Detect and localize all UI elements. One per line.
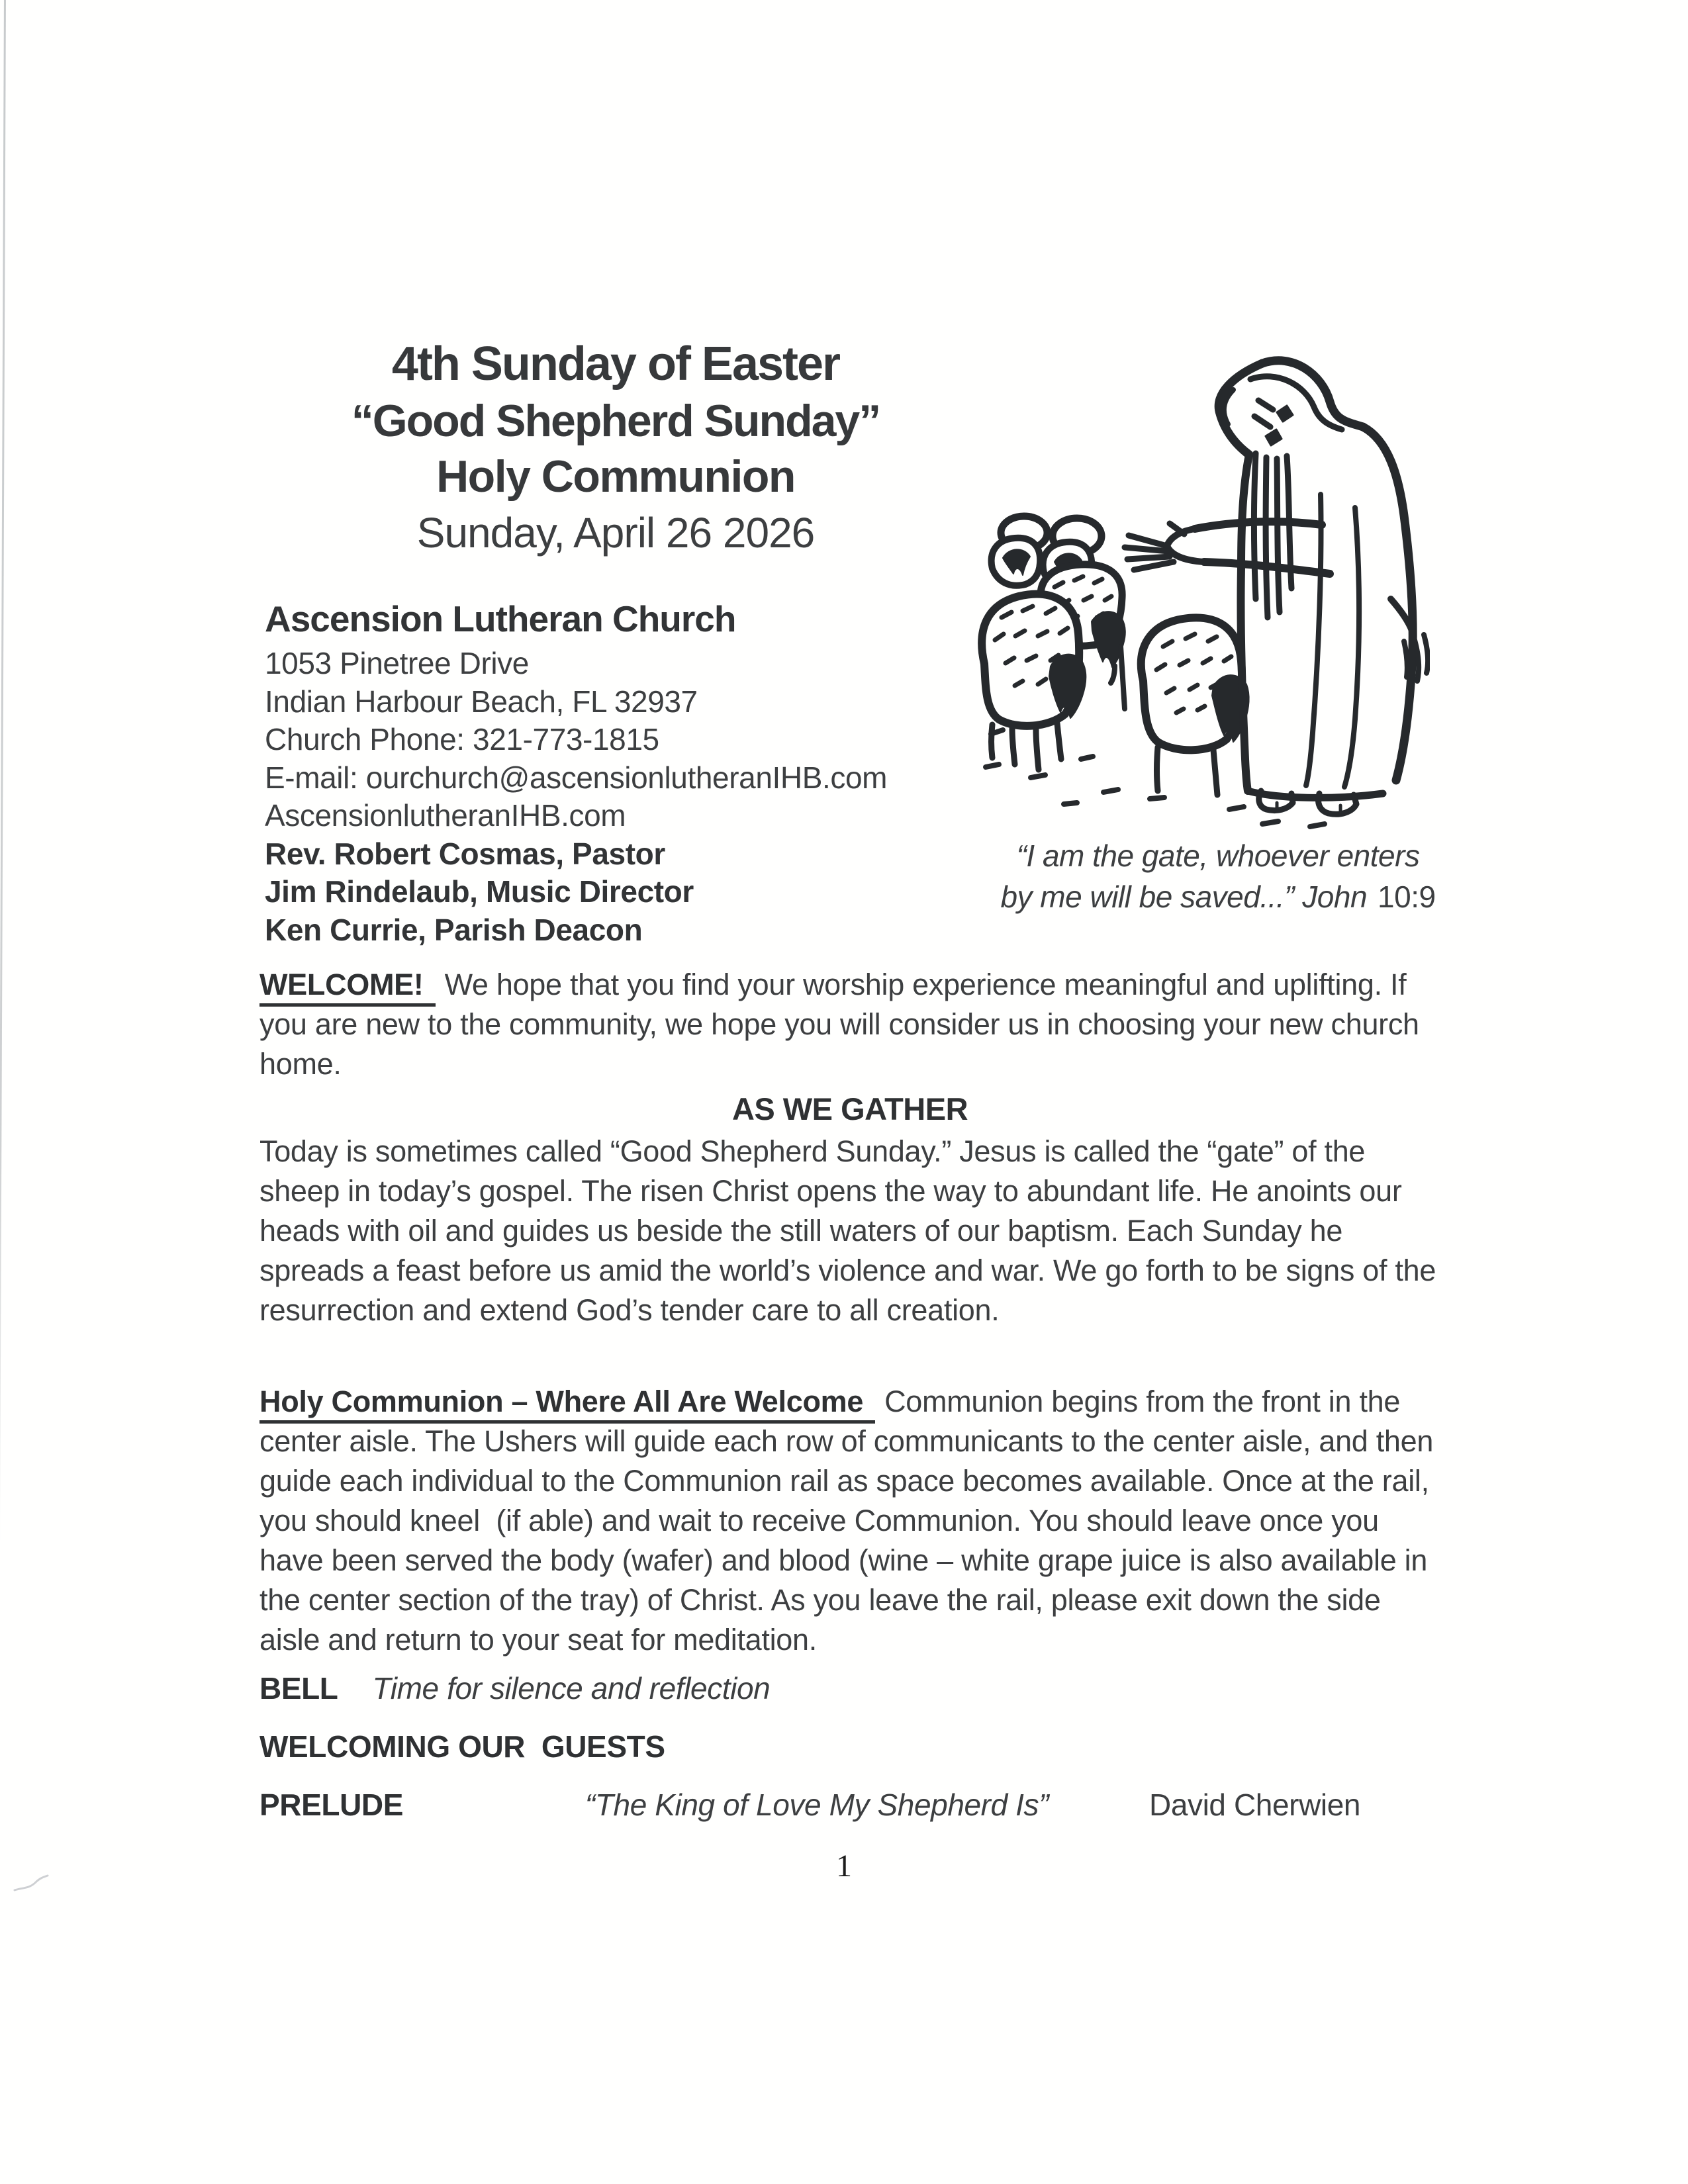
scripture-reference: 10:9 [1378,880,1436,914]
good-shepherd-illustration [950,334,1430,831]
staff-parish-deacon: Ken Currie, Parish Deacon [265,912,643,947]
welcome-label: WELCOME! [259,968,436,1007]
holy-communion-paragraph [259,1382,1446,1660]
prelude-composer: David Cherwien [1149,1788,1361,1822]
church-address-line2: Indian Harbour Beach, FL 32937 [265,684,698,719]
prelude-line [259,1787,1440,1823]
staff-music-director: Jim Rindelaub, Music Director [265,874,694,909]
scripture-quote-line2: by me will be saved...” John 10:9 [1000,880,1436,914]
bell-note: Time for silence and reflection [372,1671,771,1706]
church-phone: Church Phone: 321-773-1815 [265,722,659,756]
welcoming-guests-label: WELCOMING OUR GUESTS [259,1729,665,1764]
bell-label: BELL [259,1671,338,1706]
holy-communion-text: Communion begins from the front in the center aisle. The Ushers will guide each row of communicants to the center aisle, and then guide each individual to the Communion rail as space becomes available. Once at the rail, you should kneel (if able) and wait to receive Communion. You should leave once you have been served the body (wafer) and blood (wine – white grape juice is also available in the center section of the tray) of Christ. As you leave the rail, please exit down the side aisle and return to your seat for meditation. [259,1385,1442,1657]
title-block [278,335,953,561]
church-email: E-mail: ourchurch@ascensionlutheranIHB.com [265,760,888,795]
service-date: Sunday, April 26 2026 [416,509,815,557]
holy-communion-label: Holy Communion – Where All Are Welcome [259,1385,875,1424]
scripture-quote [973,835,1463,917]
church-website: AscensionlutheranIHB.com [265,798,626,833]
scripture-quote-line1: “I am the gate, whoever enters [1016,839,1420,873]
page-number: 1 [836,1848,852,1884]
as-we-gather-paragraph: Today is sometimes called “Good Shepherd Sunday.” Jesus is called the “gate” of the sheep in today’s gospel. The risen Christ opens the way to abundant life. He anoints our heads with oil and guides us beside the still waters of our baptism. Each Sunday he spreads a feast before us amid the world’s violence and war. We go forth to be signs of the resurrection and extend God’s tender care to all creation. [259,1134,1436,1327]
as-we-gather-heading: AS WE GATHER [731,1091,968,1126]
church-name: Ascension Lutheran Church [265,598,736,639]
staff-pastor: Rev. Robert Cosmas, Pastor [265,836,665,871]
welcome-paragraph [259,965,1440,1084]
prelude-title: “The King of Love My Shepherd Is” [585,1788,1049,1822]
service-subtitle: “Good Shepherd Sunday” [351,396,880,446]
prelude-label: PRELUDE [259,1788,404,1822]
welcome-text: We hope that you find your worship experience meaningful and uplifting. If you are new to the community, we hope you will consider us in choosing your new church home. [259,968,1419,1081]
church-address-line1: 1053 Pinetree Drive [265,646,529,680]
scan-edge-artifact [0,0,6,1640]
service-type: Holy Communion [436,451,795,502]
bell-line [259,1670,1440,1706]
service-title: 4th Sunday of Easter [391,338,840,390]
church-info-block [265,597,887,949]
welcoming-guests-line [259,1729,1440,1764]
